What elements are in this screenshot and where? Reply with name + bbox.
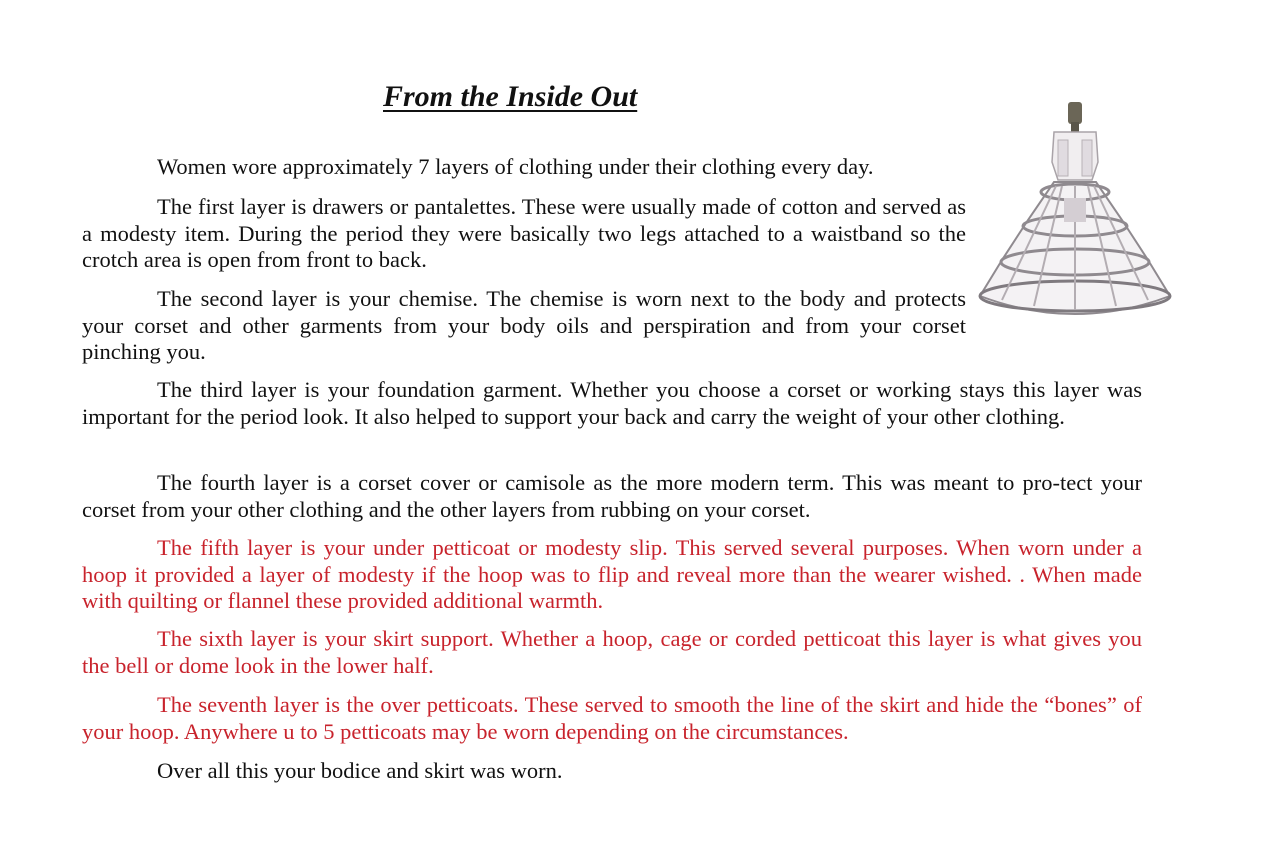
- paragraph-text: Women wore approximately 7 layers of clothing under their clothing every day.: [157, 154, 874, 179]
- paragraph-layer-3: [82, 377, 1142, 430]
- paragraph-text: The seventh layer is the over petticoats. These served to smooth the line of the skirt and hide the “bones” of your hoop. Anywhere u to 5 petticoats may be worn depending on the circumstances.: [82, 692, 1142, 744]
- hoop-skirt-cage-icon: [972, 100, 1177, 320]
- paragraph-layer-7: [82, 692, 1142, 745]
- paragraph-text: The first layer is drawers or pantalettes. These were usually made of cotton and served as a modesty item. During the period they were basically two legs attached to a waistband so the crotch area is open from front to back.: [82, 194, 966, 272]
- paragraph-intro: [82, 154, 966, 181]
- paragraph-text: The fourth layer is a corset cover or camisole as the more modern term. This was meant to pro-tect your corset from your other clothing and the other layers from rubbing on your corset.: [82, 470, 1142, 522]
- paragraph-text: The fifth layer is your under petticoat or modesty slip. This served several purposes. When worn under a hoop it provided a layer of modesty if the hoop was to flip and reveal more than the wearer wished. . When made with quilting or flannel these provided additional warmth.: [82, 535, 1142, 613]
- paragraph-text: The third layer is your foundation garment. Whether you choose a corset or working stays this layer was important for the period look. It also helped to support your back and carry the weight of your other clothing.: [82, 377, 1142, 429]
- page-title: From the Inside Out: [383, 80, 638, 113]
- paragraph-text: The sixth layer is your skirt support. Whether a hoop, cage or corded petticoat this layer is what gives you the bell or dome look in the lower half.: [82, 626, 1142, 678]
- paragraph-text: The second layer is your chemise. The chemise is worn next to the body and protects your corset and other garments from your body oils and perspiration and from your corset pinching you.: [82, 286, 966, 364]
- paragraph-conclusion: [82, 758, 1142, 785]
- paragraph-layer-6: [82, 626, 1142, 679]
- paragraph-layer-1: [82, 194, 966, 274]
- paragraph-text: Over all this your bodice and skirt was worn.: [157, 758, 563, 783]
- paragraph-layer-5: [82, 535, 1142, 615]
- paragraph-layer-4: [82, 470, 1142, 523]
- paragraph-layer-2: [82, 286, 966, 366]
